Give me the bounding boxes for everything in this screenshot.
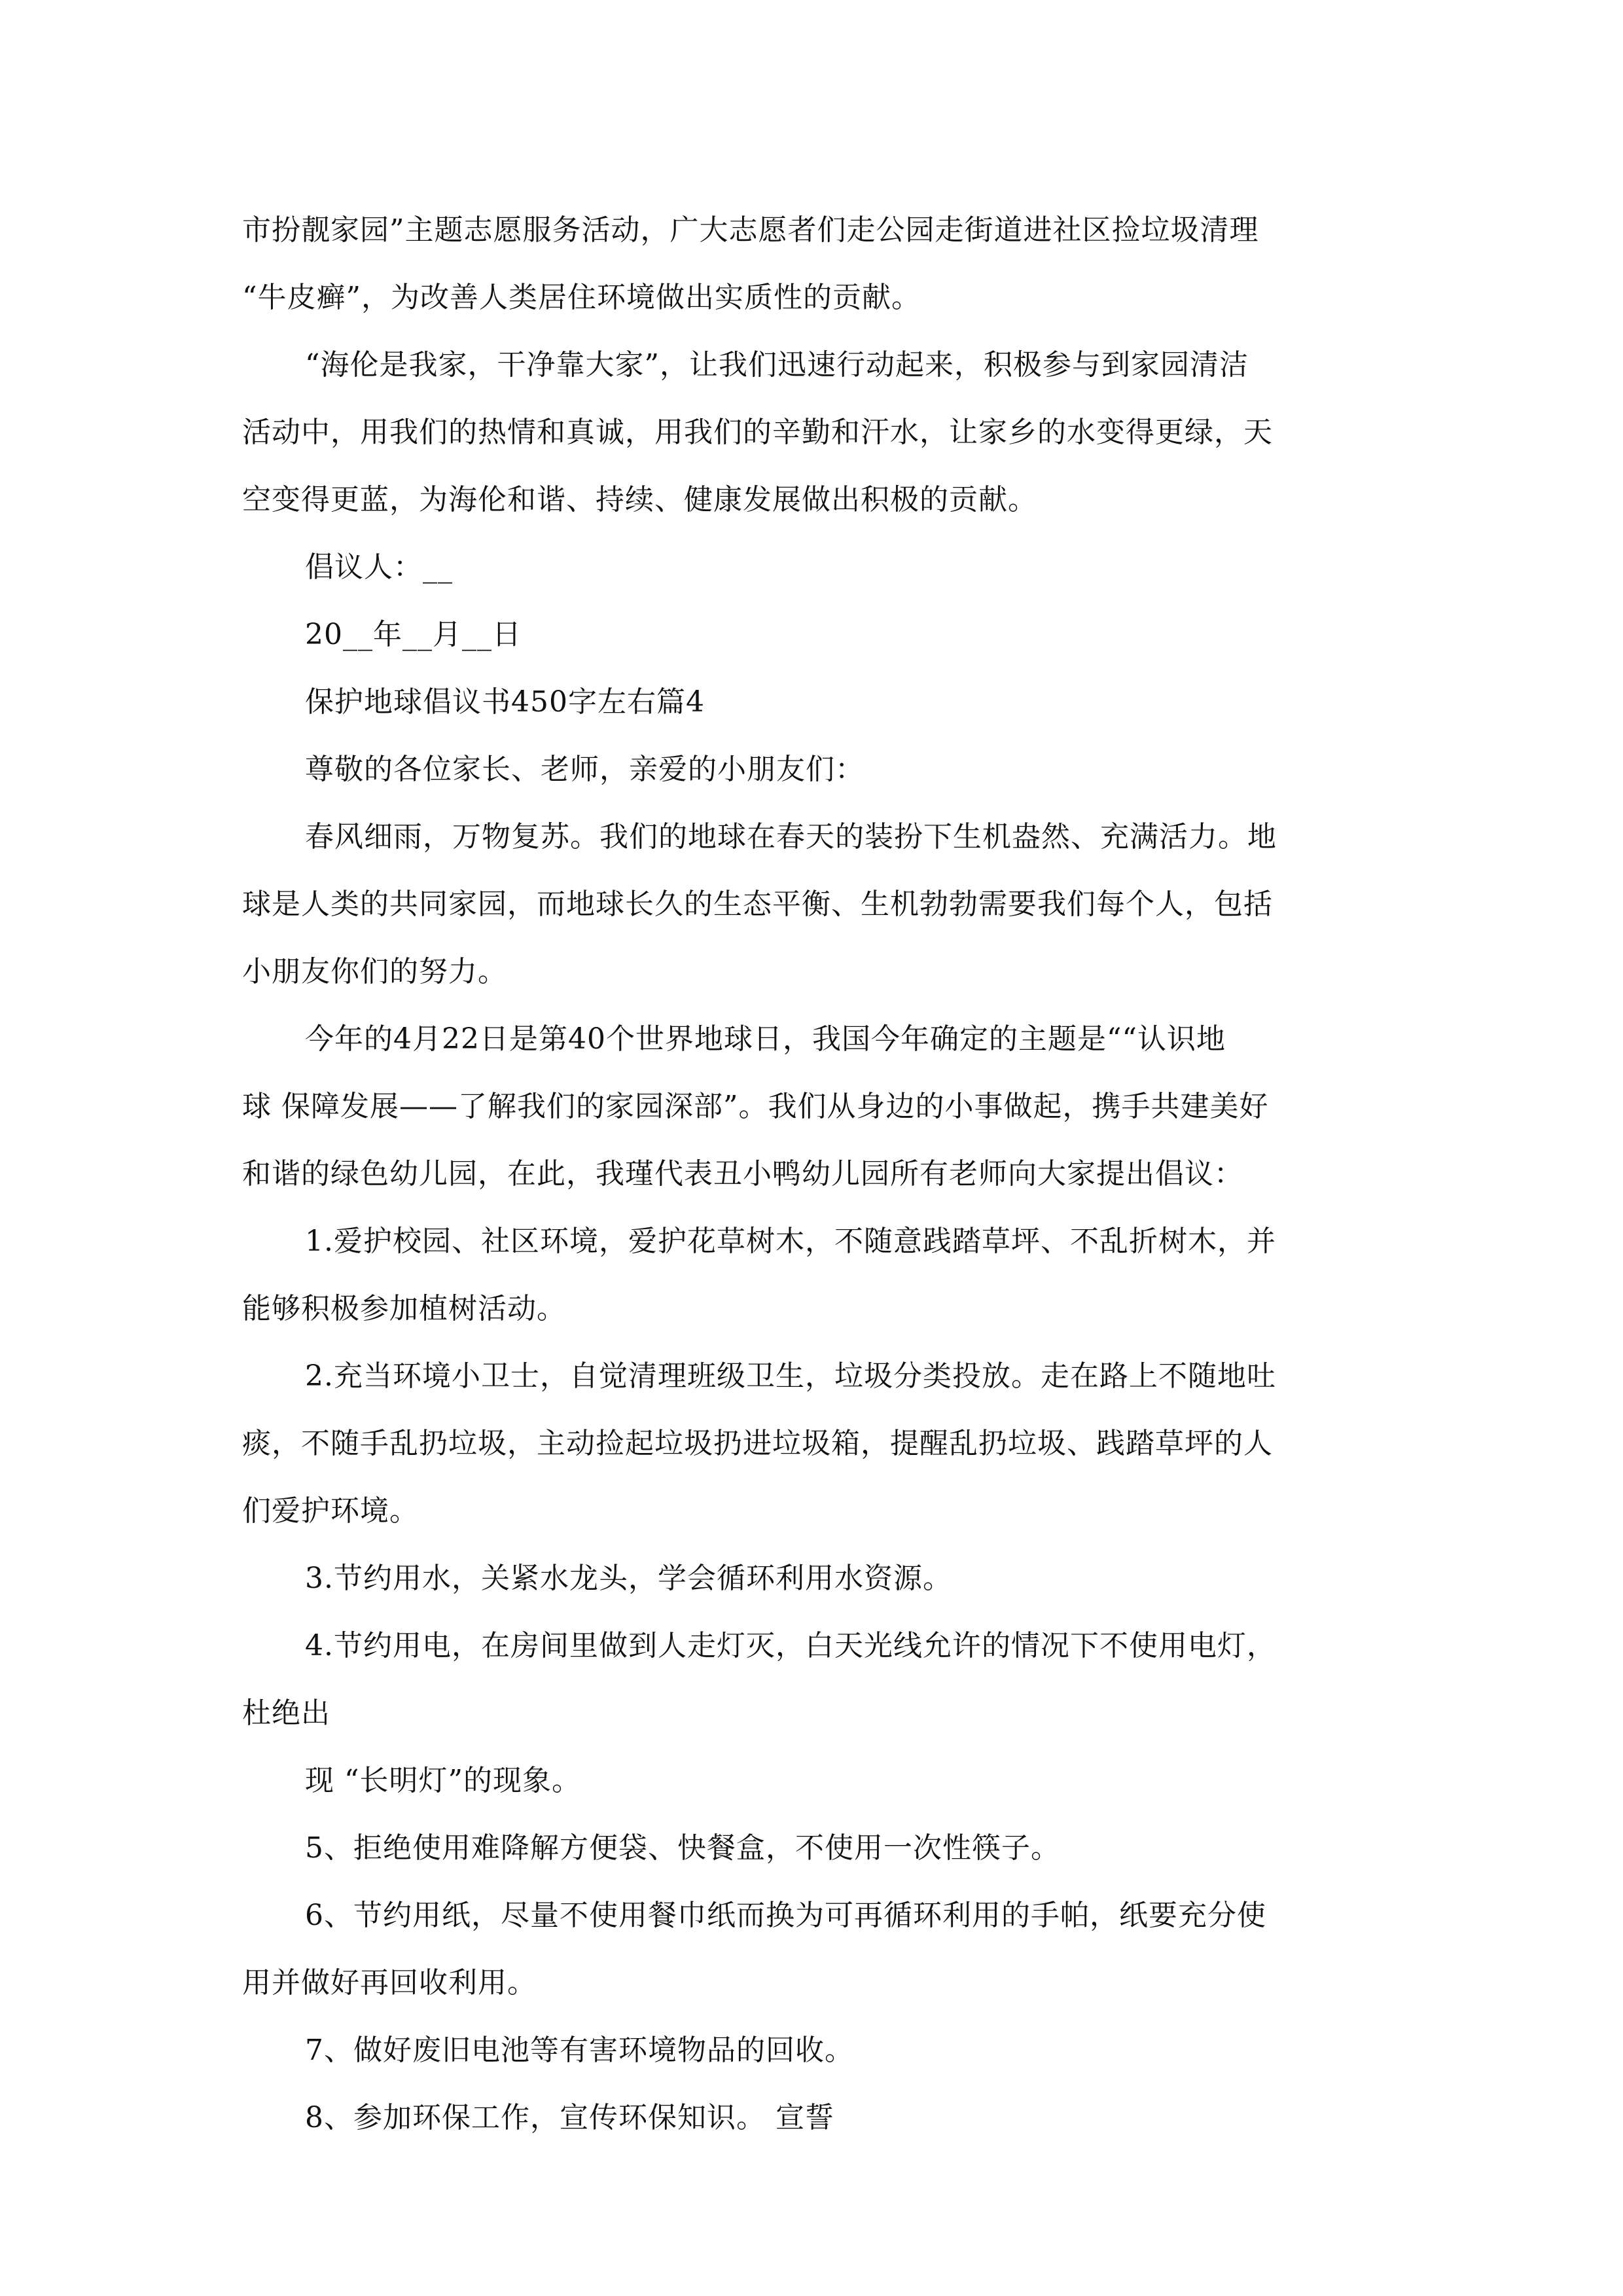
text-line: 6、节约用纸，尽量不使用餐巾纸而换为可再循环利用的手帕，纸要充分使 (305, 1899, 1266, 1932)
text-line: 球是人类的共同家园，而地球长久的生态平衡、生机勃勃需要我们每个人，包括 (242, 888, 1273, 921)
text-line: 倡议人：__ (305, 550, 453, 584)
text-line: 5、拒绝使用难降解方便袋、快餐盒，不使用一次性筷子。 (305, 1831, 1060, 1865)
text-line: 2.充当环境小卫士，自觉清理班级卫生，垃圾分类投放。走在路上不随地吐 (305, 1359, 1276, 1393)
text-line: 活动中，用我们的热情和真诚，用我们的辛勤和汗水，让家乡的水变得更绿，天 (242, 416, 1273, 449)
text-line: “海伦是我家，干净靠大家”，让我们迅速行动起来，积极参与到家园清洁 (305, 348, 1249, 382)
text-line: 痰，不随手乱扔垃圾，主动捡起垃圾扔进垃圾箱，提醒乱扔垃圾、践踏草坪的人 (242, 1427, 1273, 1460)
text-line: 保护地球倡议书450字左右篇4 (305, 685, 705, 719)
text-line: 杜绝出 (242, 1696, 330, 1730)
text-line: 20__年__月__日 (305, 618, 522, 651)
text-line: 小朋友你们的努力。 (242, 955, 507, 988)
text-line: 空变得更蓝，为海伦和谐、持续、健康发展做出积极的贡献。 (242, 483, 1037, 516)
text-line: 用并做好再回收利用。 (242, 1966, 537, 2000)
text-line: “牛皮癣”，为改善人类居住环境做出实质性的贡献。 (242, 281, 921, 314)
text-line: 尊敬的各位家长、老师，亲爱的小朋友们： (305, 753, 865, 786)
text-line: 市扮靓家园”主题志愿服务活动，广大志愿者们走公园走街道进社区捡垃圾清理 (242, 213, 1259, 247)
document-body (242, 196, 1394, 2151)
text-line: 和谐的绿色幼儿园，在此，我瑾代表丑小鸭幼儿园所有老师向大家提出倡议： (242, 1157, 1243, 1191)
text-line: 春风细雨，万物复苏。我们的地球在春天的装扮下生机盎然、充满活力。地 (305, 820, 1277, 853)
text-line: 能够积极参加植树活动。 (242, 1292, 566, 1325)
text-line: 现 “长明灯”的现象。 (305, 1764, 581, 1797)
text-line: 7、做好废旧电池等有害环境物品的回收。 (305, 2034, 854, 2067)
text-line: 今年的4月22日是第40个世界地球日，我国今年确定的主题是““认识地 (305, 1022, 1226, 1056)
text-line: 1.爱护校园、社区环境，爱护花草树木，不随意践踏草坪、不乱折树木，并 (305, 1225, 1276, 1258)
text-line: 4.节约用电，在房间里做到人走灯灭，白天光线允许的情况下不使用电灯， (305, 1629, 1276, 1662)
text-line: 8、参加环保工作，宣传环保知识。 宣誓 (305, 2101, 834, 2134)
text-line: 们爱护环境。 (242, 1494, 419, 1528)
text-line: 球 保障发展——了解我们的家园深部”。我们从身边的小事做起，携手共建美好 (242, 1090, 1269, 1123)
text-line: 3.节约用水，关紧水龙头，学会循环利用水资源。 (305, 1562, 952, 1595)
